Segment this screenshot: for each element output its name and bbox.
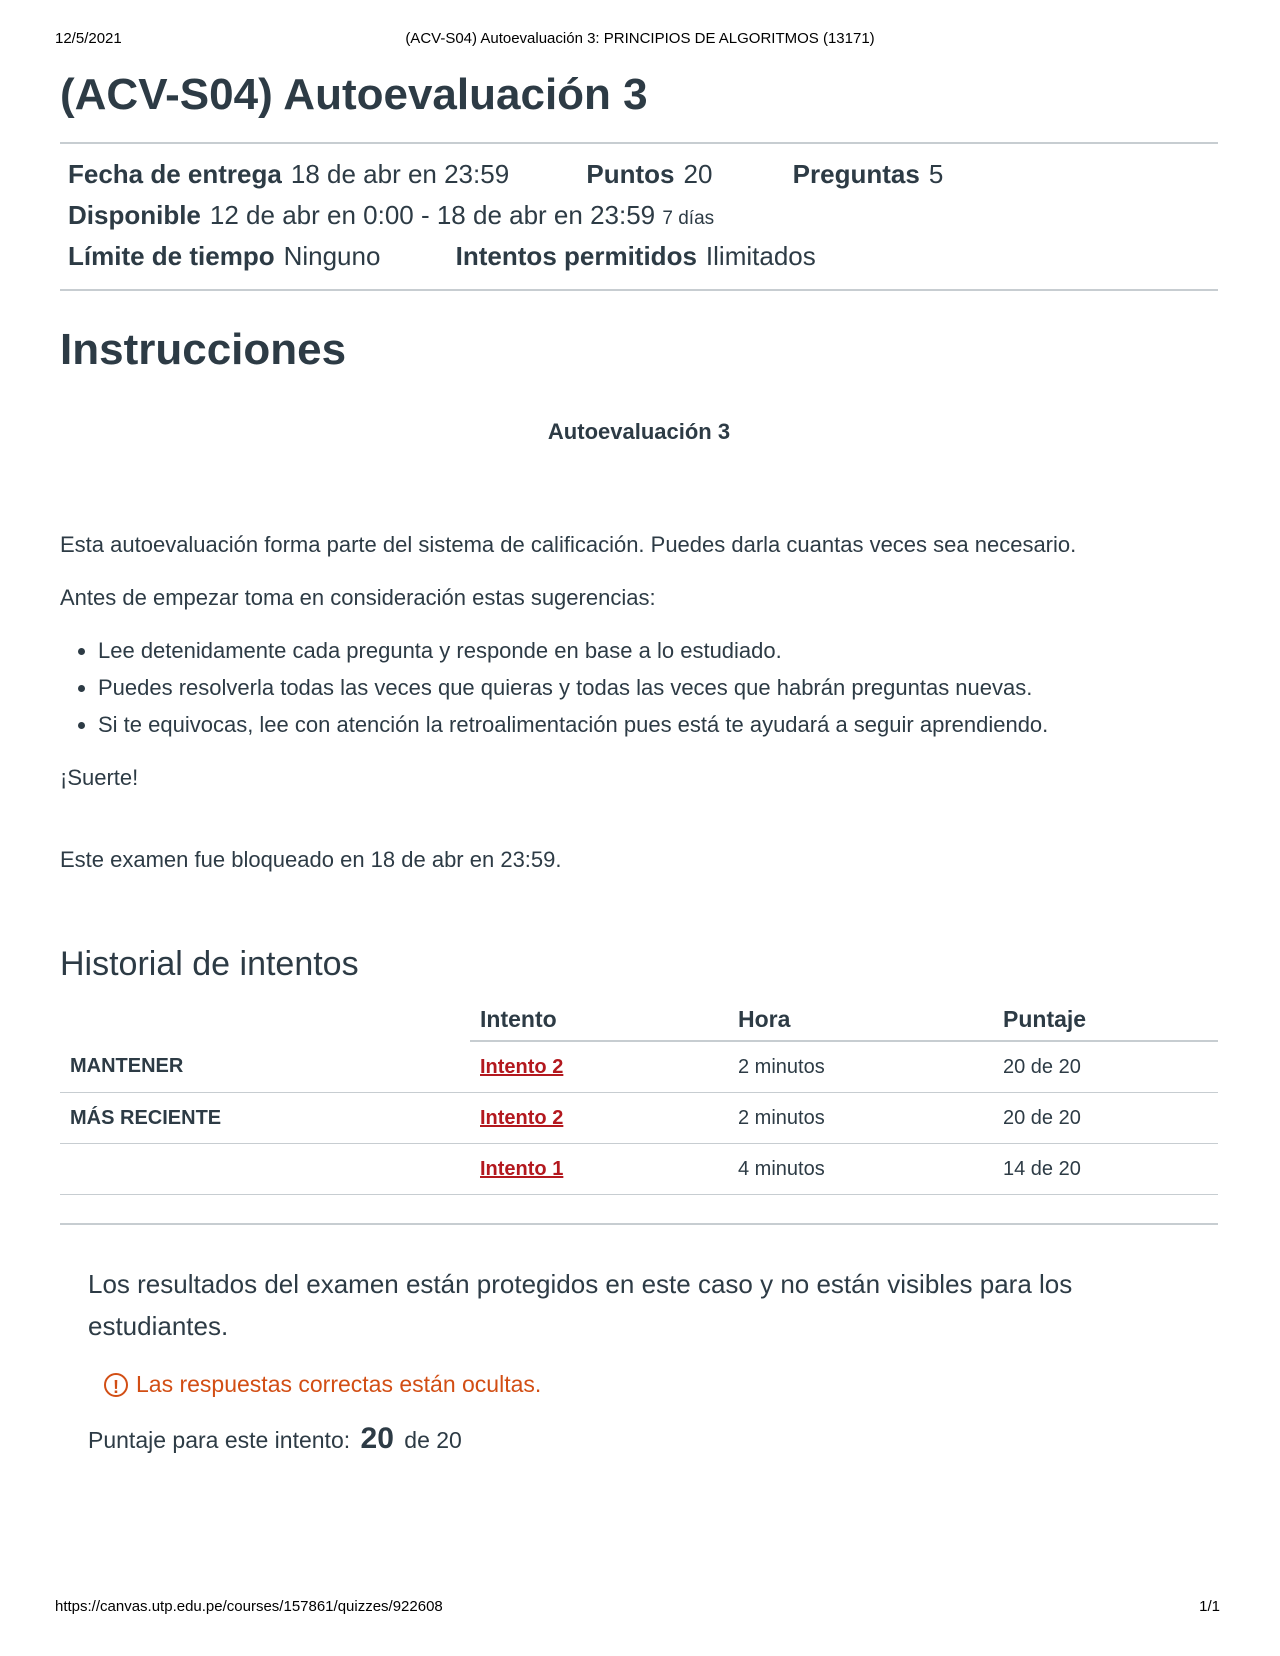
availability-days: 7 días <box>662 208 715 229</box>
availability-label: Disponible <box>68 200 201 230</box>
table-row <box>60 1093 1218 1144</box>
print-document-title: (ACV-S04) Autoevaluación 3: PRINCIPIOS DE ALGORITMOS (13171) <box>405 30 875 47</box>
attempt-time: 2 minutos <box>728 1093 993 1144</box>
attempt-score: 20 de 20 <box>993 1041 1218 1093</box>
availability <box>68 195 714 239</box>
table-header-row <box>60 998 1218 1041</box>
column-header-time: Hora <box>728 998 993 1041</box>
time-limit <box>68 236 380 277</box>
tips-list <box>60 632 1218 743</box>
hidden-answers-notice <box>104 1371 1218 1398</box>
attempt-status: MÁS RECIENTE <box>60 1093 470 1144</box>
attempt-cell <box>470 1041 728 1093</box>
attempt-time: 2 minutos <box>728 1041 993 1093</box>
history-heading: Historial de intentos <box>60 945 359 983</box>
instructions-intro: Esta autoevaluación forma parte del sistema de calificación. Puedes darla cuantas veces sea necesario. <box>60 532 1077 557</box>
list-item: • Lee detenidamente cada pregunta y responde en base a lo estudiado. <box>98 632 1218 669</box>
attempt-cell <box>470 1144 728 1195</box>
score-suffix: de 20 <box>404 1427 462 1453</box>
results-protected-message: Los resultados del examen están protegidos en este caso y no están visibles para los estudiantes. <box>88 1269 1073 1341</box>
points-label: Puntos <box>586 159 675 189</box>
attempt-link[interactable]: Intento 1 <box>480 1157 564 1180</box>
print-header <box>0 30 1280 50</box>
column-header-status <box>60 998 470 1041</box>
details-row <box>68 195 1210 236</box>
attempt-time: 4 minutos <box>728 1144 993 1195</box>
time-limit-label: Límite de tiempo <box>68 241 275 271</box>
allowed-attempts-value: Ilimitados <box>705 241 816 271</box>
divider <box>60 289 1218 291</box>
print-footer <box>0 1598 1280 1618</box>
locked-notice: Este examen fue bloqueado en 18 de abr en 23:59. <box>60 847 562 872</box>
points <box>586 154 712 195</box>
questions <box>793 154 944 195</box>
table-row <box>60 1041 1218 1093</box>
questions-value: 5 <box>928 159 944 189</box>
attempt-link[interactable]: Intento 2 <box>480 1055 564 1078</box>
time-limit-value: Ninguno <box>283 241 381 271</box>
page-url: https://canvas.utp.edu.pe/courses/157861/quizzes/922608 <box>55 1598 443 1615</box>
score-prefix: Puntaje para este intento: <box>88 1427 351 1453</box>
due-date <box>68 154 509 195</box>
due-date-label: Fecha de entrega <box>68 159 282 189</box>
warning-circle-icon: ! <box>104 1373 128 1397</box>
hidden-answers-text: Las respuestas correctas están ocultas. <box>136 1371 542 1397</box>
list-item: • Si te equivocas, lee con atención la retroalimentación pues está te ayudará a seguir aprendiendo. <box>98 706 1218 743</box>
quiz-title: (ACV-S04) Autoevaluación 3 <box>60 70 648 119</box>
allowed-attempts-label: Intentos permitidos <box>455 241 697 271</box>
availability-value: 12 de abr en 0:00 - 18 de abr en 23:59 <box>209 200 656 230</box>
allowed-attempts <box>456 236 816 277</box>
attempt-link[interactable]: Intento 2 <box>480 1106 564 1129</box>
attempt-score-line <box>88 1422 1218 1456</box>
page-number: 1/1 <box>1199 1598 1220 1615</box>
attempt-status <box>60 1144 470 1195</box>
details-row <box>68 154 1210 195</box>
attempt-status: MANTENER <box>60 1041 470 1093</box>
column-header-attempt: Intento <box>470 998 728 1041</box>
table-row <box>60 1144 1218 1195</box>
instructions-subtitle: Autoevaluación 3 <box>547 419 731 444</box>
details-row <box>68 236 1210 277</box>
quiz-details <box>60 144 1218 289</box>
attempt-cell <box>470 1093 728 1144</box>
points-value: 20 <box>683 159 713 189</box>
questions-label: Preguntas <box>792 159 920 189</box>
column-header-score: Puntaje <box>993 998 1218 1041</box>
quiz-content <box>60 68 1218 1456</box>
print-date: 12/5/2021 <box>55 30 122 47</box>
list-item: • Puedes resolverla todas las veces que quieras y todas las veces que habrán preguntas nuevas. <box>98 669 1218 706</box>
instructions-before: Antes de empezar toma en consideración estas sugerencias: <box>60 585 656 610</box>
attempt-score: 20 de 20 <box>993 1093 1218 1144</box>
results-section <box>60 1223 1218 1456</box>
attempt-score: 14 de 20 <box>993 1144 1218 1195</box>
instructions-closing: ¡Suerte! <box>60 765 139 790</box>
attempt-history-table <box>60 998 1218 1195</box>
score-value: 20 <box>360 1422 394 1455</box>
due-date-value: 18 de abr en 23:59 <box>290 159 510 189</box>
instructions-heading: Instrucciones <box>60 325 347 374</box>
